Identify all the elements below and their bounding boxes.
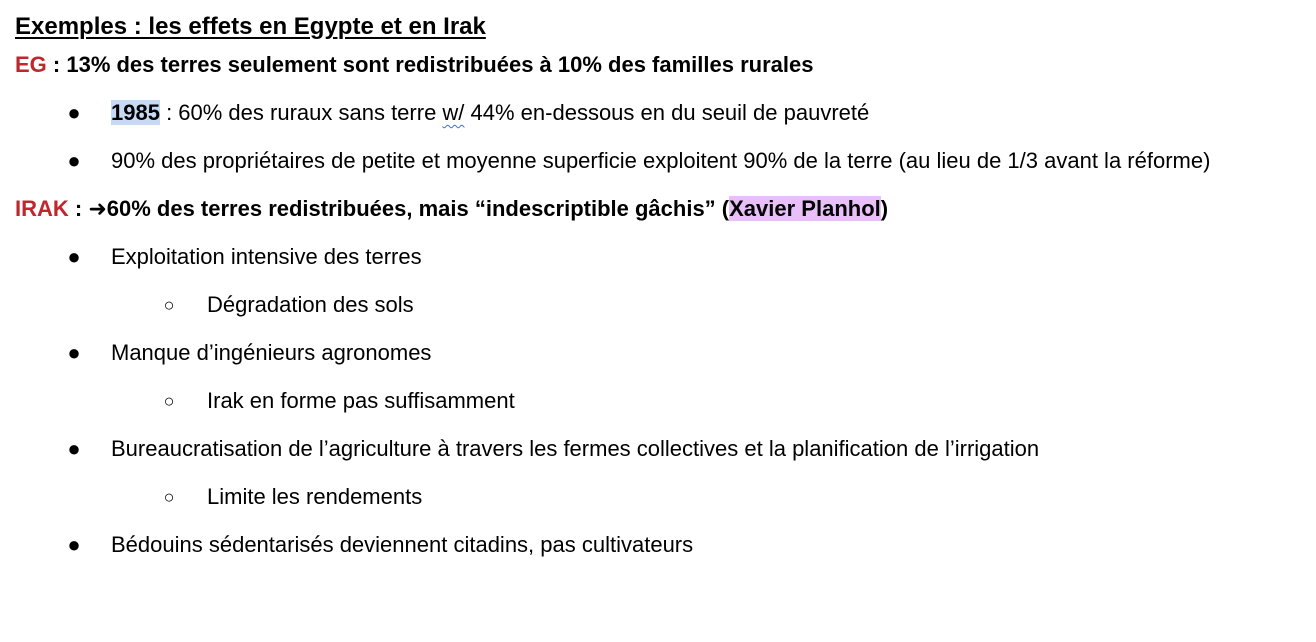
year-highlight: 1985 bbox=[111, 100, 160, 125]
bullet-icon: ● bbox=[67, 340, 81, 365]
sub-list-item-text: Limite les rendements bbox=[207, 484, 423, 509]
iraq-list bbox=[15, 240, 1310, 562]
sub-list bbox=[15, 384, 1310, 418]
iraq-label: IRAK bbox=[15, 196, 69, 221]
list-item-text: Manque d’ingénieurs agronomes bbox=[111, 340, 432, 365]
iraq-heading-end: ) bbox=[880, 196, 889, 221]
hollow-bullet-icon: ○ bbox=[163, 295, 175, 315]
list-item-text: Exploitation intensive des terres bbox=[111, 244, 422, 269]
list-item-text: 44% en-dessous en du seuil de pauvreté bbox=[464, 100, 870, 125]
author-highlight: Xavier Planhol bbox=[729, 196, 881, 221]
bullet-icon: ● bbox=[67, 148, 81, 173]
list-item bbox=[15, 96, 1310, 130]
bullet-icon: ● bbox=[67, 532, 81, 557]
list-item bbox=[15, 240, 1310, 322]
sub-list bbox=[15, 288, 1310, 322]
page-title: Exemples : les effets en Egypte et en Irak bbox=[15, 13, 486, 40]
hollow-bullet-icon: ○ bbox=[163, 391, 175, 411]
list-item-text: 90% des propriétaires de petite et moyenne superficie exploitent 90% de la terre (au lieu de 1/3 avant la réforme) bbox=[111, 148, 1211, 173]
sub-list-item-text: Dégradation des sols bbox=[207, 292, 414, 317]
egypt-heading bbox=[15, 48, 1310, 82]
hollow-bullet-icon: ○ bbox=[163, 487, 175, 507]
iraq-heading bbox=[15, 192, 1310, 226]
list-item-text: Bureaucratisation de l’agriculture à travers les fermes collectives et la planification de l’irrigation bbox=[111, 436, 1040, 461]
egypt-list bbox=[15, 96, 1310, 178]
document-body bbox=[15, 8, 1310, 562]
list-item-text: Bédouins sédentarisés deviennent citadins, pas cultivateurs bbox=[111, 532, 694, 557]
sub-list-item-text: Irak en forme pas suffisamment bbox=[207, 388, 515, 413]
sub-list bbox=[15, 480, 1310, 514]
sub-list-item bbox=[15, 288, 1310, 322]
list-item-text: : 60% des ruraux sans terre bbox=[159, 100, 443, 125]
iraq-heading-text: : ➜60% des terres redistribuées, mais “indescriptible gâchis” ( bbox=[68, 196, 730, 221]
egypt-label: EG bbox=[15, 52, 47, 77]
list-item bbox=[15, 528, 1310, 562]
sub-list-item bbox=[15, 480, 1310, 514]
bullet-icon: ● bbox=[67, 100, 81, 125]
list-item bbox=[15, 144, 1310, 178]
spellcheck-flagged-word[interactable]: w/ bbox=[442, 100, 465, 125]
list-item bbox=[15, 336, 1310, 418]
bullet-icon: ● bbox=[67, 244, 81, 269]
egypt-heading-text: : 13% des terres seulement sont redistribuées à 10% des familles rurales bbox=[46, 52, 814, 77]
list-item bbox=[15, 432, 1310, 514]
sub-list-item bbox=[15, 384, 1310, 418]
bullet-icon: ● bbox=[67, 436, 81, 461]
